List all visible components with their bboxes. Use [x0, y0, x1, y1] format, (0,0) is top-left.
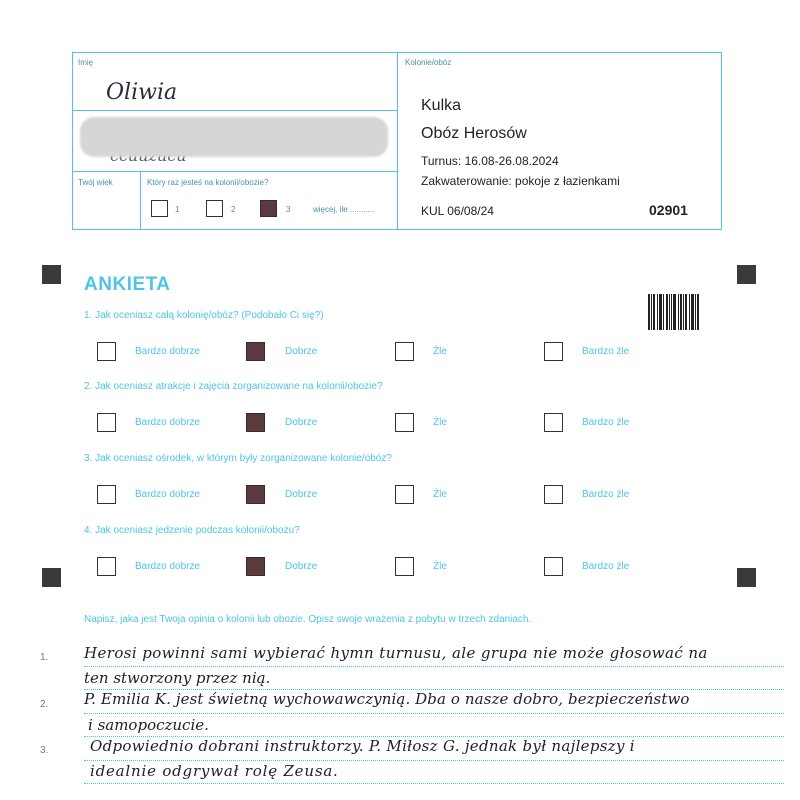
writing-line [84, 760, 784, 761]
q3-checkbox-bardzo-dobrze[interactable] [97, 485, 116, 504]
q2-checkbox-dobrze[interactable] [246, 413, 265, 432]
question-2: 2. Jak oceniasz atrakcje i zajęcia zorganizowane na kolonii/obozie? [84, 381, 383, 392]
survey-title: ANKIETA [84, 274, 171, 295]
header-divider [397, 52, 398, 230]
q4-checkbox-dobrze[interactable] [246, 557, 265, 576]
camp-subtitle: Obóz Herosów [421, 125, 527, 142]
option-label: Dobrze [285, 561, 318, 572]
opinion-line[interactable]: Herosi powinni sami wybierać hymn turnusu, ale grupa nie może głosować na [84, 644, 708, 662]
option-label: Bardzo źle [582, 489, 630, 500]
q3-checkbox-dobrze[interactable] [246, 485, 265, 504]
registration-mark [42, 265, 61, 284]
header-divider [140, 171, 141, 230]
times-option-label: więcej, ile ........... [313, 205, 375, 214]
q1-checkbox-dobrze[interactable] [246, 342, 265, 361]
q1-checkbox-bardzo-dobrze[interactable] [97, 342, 116, 361]
option-label: Źle [433, 417, 447, 428]
q1-checkbox-zle[interactable] [395, 342, 414, 361]
writing-line [84, 713, 784, 714]
opinion-line[interactable]: i samopoczucie. [88, 716, 209, 734]
form-number: 02901 [649, 202, 688, 218]
camp-label: Kolonie/obóz [405, 58, 452, 67]
registration-mark [737, 265, 756, 284]
times-option-label: 1 [175, 205, 180, 214]
times-checkbox-2[interactable] [206, 200, 223, 217]
header-divider [72, 110, 398, 111]
option-label: Bardzo dobrze [135, 561, 201, 572]
camp-name: Kulka [421, 97, 462, 114]
question-1: 1. Jak oceniasz całą kolonię/obóz? (Podobało Ci się?) [84, 310, 324, 321]
times-option-label: 3 [286, 205, 291, 214]
option-label: Bardzo źle [582, 417, 630, 428]
opinion-line[interactable]: Odpowiednio dobrani instruktorzy. P. Miłosz G. jednak był najlepszy i [90, 737, 635, 755]
option-label: Bardzo dobrze [135, 417, 201, 428]
option-label: Źle [433, 561, 447, 572]
option-label: Bardzo źle [582, 561, 630, 572]
opinion-instruction: Napisz, jaka jest Twoja opinia o kolonii lub obozie. Opisz swoje wrażenia z pobytu w trzech zdaniach. [84, 614, 532, 625]
q4-checkbox-bardzo-zle[interactable] [544, 557, 563, 576]
option-label: Bardzo dobrze [135, 489, 201, 500]
q3-checkbox-bardzo-zle[interactable] [544, 485, 563, 504]
header-divider [72, 171, 398, 172]
option-label: Bardzo źle [582, 346, 630, 357]
times-label: Który raz jesteś na kolonii/obozie? [147, 178, 269, 187]
question-3: 3. Jak oceniasz ośrodek, w którym były zorganizowane kolonie/obóz? [84, 453, 392, 464]
q2-checkbox-bardzo-dobrze[interactable] [97, 413, 116, 432]
line-number: 1. [40, 652, 49, 663]
option-label: Źle [433, 346, 447, 357]
q4-checkbox-bardzo-dobrze[interactable] [97, 557, 116, 576]
redaction-blur [80, 117, 388, 157]
registration-mark [737, 568, 756, 587]
writing-line [84, 783, 784, 784]
writing-line [84, 666, 784, 667]
option-label: Dobrze [285, 489, 318, 500]
times-checkbox-3[interactable] [260, 200, 277, 217]
line-number: 3. [40, 745, 49, 756]
q1-checkbox-bardzo-zle[interactable] [544, 342, 563, 361]
opinion-line[interactable]: P. Emilia K. jest świetną wychowawczynią. Dba o nasze dobro, bezpieczeństwo [84, 690, 690, 708]
barcode [648, 294, 702, 330]
option-label: Dobrze [285, 417, 318, 428]
times-checkbox-1[interactable] [151, 200, 168, 217]
accommodation: Zakwaterowanie: pokoje z łazienkami [421, 174, 620, 188]
option-label: Źle [433, 489, 447, 500]
q2-checkbox-bardzo-zle[interactable] [544, 413, 563, 432]
q3-checkbox-zle[interactable] [395, 485, 414, 504]
name-handwritten[interactable]: Oliwia [106, 80, 178, 105]
line-number: 2. [40, 699, 49, 710]
age-label: Twój wiek [78, 178, 113, 187]
question-4: 4. Jak oceniasz jedzenie podczas kolonii/obozu? [84, 525, 300, 536]
option-label: Bardzo dobrze [135, 346, 201, 357]
registration-mark [42, 568, 61, 587]
turnus-dates: Turnus: 16.08-26.08.2024 [421, 154, 559, 168]
opinion-line[interactable]: ten stworzony przez nią. [84, 669, 271, 687]
q4-checkbox-zle[interactable] [395, 557, 414, 576]
camp-code: KUL 06/08/24 [421, 204, 494, 218]
opinion-line[interactable]: idealnie odgrywał rolę Zeusa. [90, 762, 339, 780]
name-label: Imię [78, 58, 94, 67]
q2-checkbox-zle[interactable] [395, 413, 414, 432]
times-option-label: 2 [231, 205, 236, 214]
option-label: Dobrze [285, 346, 318, 357]
